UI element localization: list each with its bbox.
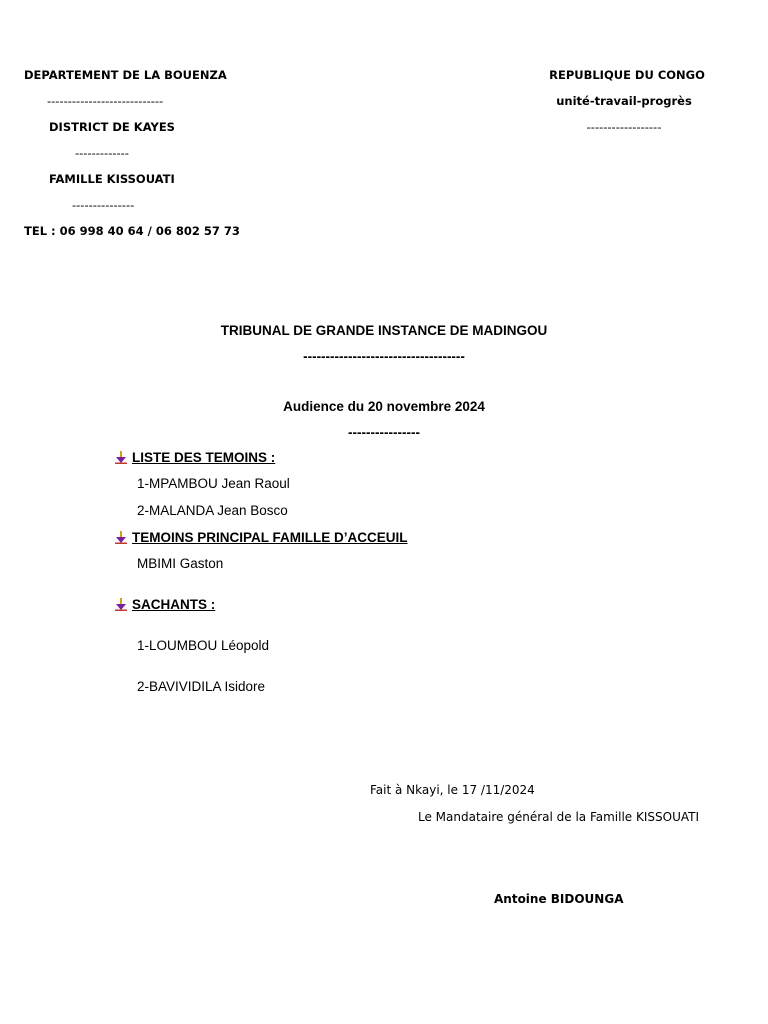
department-label: DEPARTEMENT DE LA BOUENZA: [24, 68, 227, 82]
arrow-bullet-icon: [115, 598, 127, 611]
list-item: 2-MALANDA Jean Bosco: [137, 503, 288, 518]
motto-label: unité-travail-progrès: [556, 94, 692, 108]
list-item: 1-LOUMBOU Léopold: [137, 638, 270, 653]
list-item: MBIMI Gaston: [137, 556, 224, 571]
separator: ------------------------------------: [303, 349, 465, 364]
signatory-role: Le Mandataire général de la Famille KISSOUATI: [418, 810, 700, 824]
list-item: 2-BAVIVIDILA Isidore: [137, 679, 266, 694]
witnesses-heading-text: LISTE DES TEMOINS :: [132, 450, 276, 465]
place-date: Fait à Nkayi, le 17 /11/2024: [370, 783, 535, 797]
signatory-name: Antoine BIDOUNGA: [494, 892, 624, 906]
principal-heading: [115, 530, 408, 545]
hearing-date: Audience du 20 novembre 2024: [283, 399, 485, 414]
witnesses-heading: [115, 450, 275, 465]
telephone-label: TEL : 06 998 40 64 / 06 802 57 73: [24, 224, 240, 238]
separator: ------------------: [586, 120, 662, 134]
arrow-bullet-icon: [115, 451, 127, 464]
court-title: TRIBUNAL DE GRANDE INSTANCE DE MADINGOU: [220, 323, 548, 338]
experts-heading: [115, 597, 215, 612]
country-label: REPUBLIQUE DU CONGO: [549, 68, 705, 82]
separator: ---------------: [72, 198, 135, 212]
separator: ----------------: [348, 425, 420, 440]
separator: ----------------------------: [47, 94, 164, 108]
family-label: FAMILLE KISSOUATI: [49, 172, 175, 186]
experts-heading-text: SACHANTS :: [132, 597, 216, 612]
separator: -------------: [75, 146, 129, 160]
principal-heading-text: TEMOINS PRINCIPAL FAMILLE D’ACCEUIL: [132, 530, 408, 545]
arrow-bullet-icon: [115, 531, 127, 544]
district-label: DISTRICT DE KAYES: [49, 120, 175, 134]
list-item: 1-MPAMBOU Jean Raoul: [137, 476, 290, 491]
